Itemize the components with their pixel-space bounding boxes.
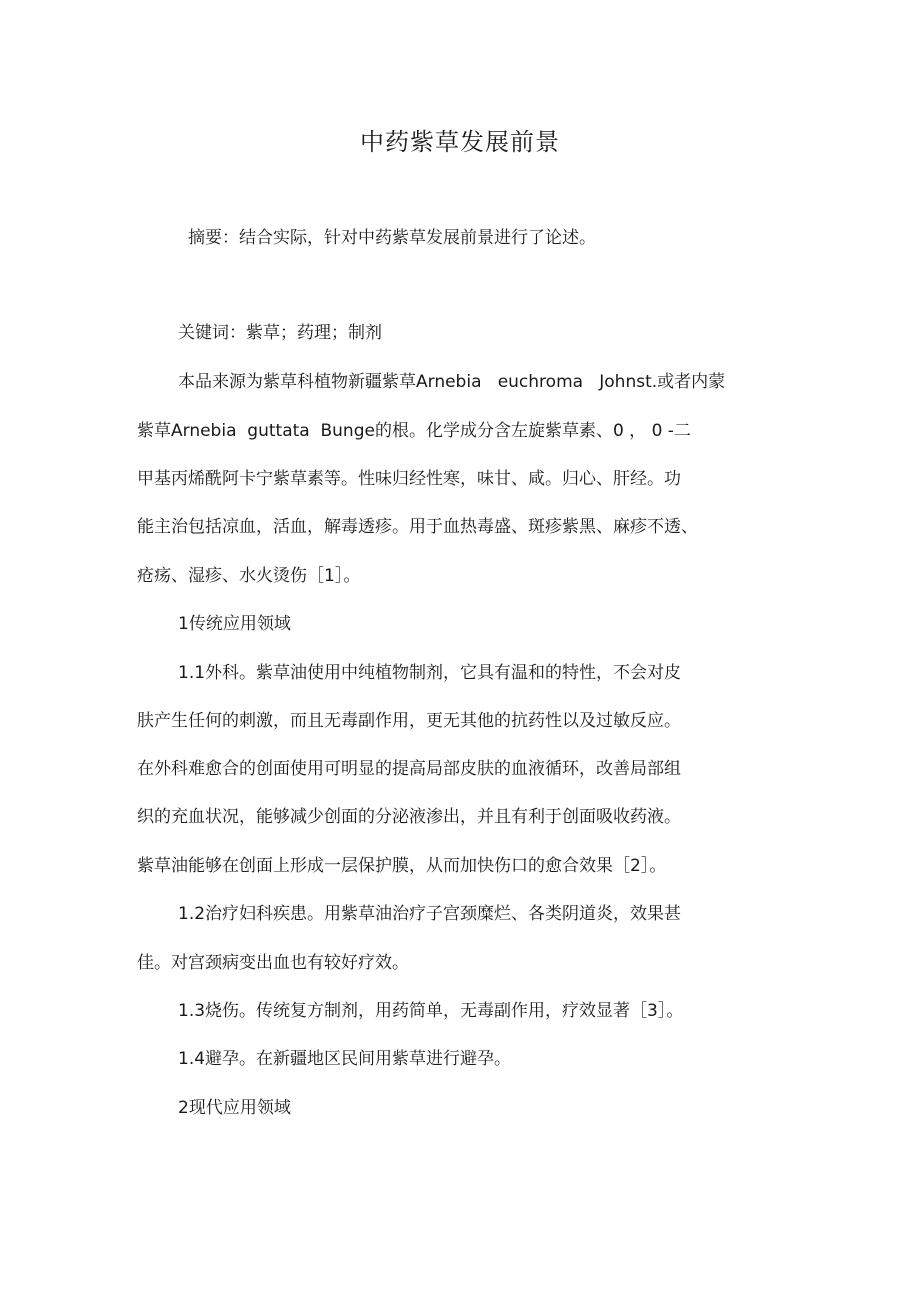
paragraph-line: 佳。对宫颈病变出血也有较好疗效。 bbox=[137, 953, 409, 973]
paragraph-line: 在外科难愈合的创面使用可明显的提高局部皮肤的血液循环，改善局部组 bbox=[137, 759, 681, 779]
paragraph-line: 织的充血状况，能够减少创面的分泌液渗出，并且有利于创面吸收药液。 bbox=[137, 807, 681, 827]
section-heading: 2现代应用领域 bbox=[178, 1098, 291, 1118]
section-heading: 1传统应用领域 bbox=[178, 614, 291, 634]
paragraph-line: 疮疡、湿疹、水火烫伤［1］。 bbox=[137, 566, 361, 586]
abstract-line: 摘要：结合实际，针对中药紫草发展前景进行了论述。 bbox=[188, 228, 596, 248]
paragraph-line: 肤产生任何的刺激，而且无毒副作用，更无其他的抗药性以及过敏反应。 bbox=[137, 711, 681, 731]
paragraph-line: 紫草Arnebia guttata Bunge的根。化学成分含左旋紫草素、0 ， 0 -二 bbox=[137, 421, 691, 441]
paragraph-line: 1.3烧伤。传统复方制剂，用药简单，无毒副作用，疗效显著［3］。 bbox=[178, 1001, 684, 1021]
paragraph-line: 能主治包括凉血，活血，解毒透疹。用于血热毒盛、斑疹紫黑、麻疹不透、 bbox=[137, 517, 698, 537]
paragraph-line: 1.1外科。紫草油使用中纯植物制剂，它具有温和的特性，不会对皮 bbox=[178, 663, 682, 683]
paragraph-line: 1.2治疗妇科疾患。用紫草油治疗子宫颈糜烂、各类阴道炎，效果甚 bbox=[178, 904, 682, 924]
page-title: 中药紫草发展前景 bbox=[360, 128, 560, 156]
paragraph-line: 甲基丙烯酰阿卡宁紫草素等。性味归经性寒，味甘、咸。归心、肝经。功 bbox=[137, 469, 681, 489]
keywords-line: 关键词：紫草；药理；制剂 bbox=[178, 323, 382, 343]
paragraph-line: 紫草油能够在创面上形成一层保护膜，从而加快伤口的愈合效果［2］。 bbox=[137, 856, 667, 876]
paragraph-line: 本品来源为紫草科植物新疆紫草Arnebia euchroma Johnst.或者内蒙 bbox=[178, 372, 726, 392]
paragraph-line: 1.4避孕。在新疆地区民间用紫草进行避孕。 bbox=[178, 1049, 512, 1069]
